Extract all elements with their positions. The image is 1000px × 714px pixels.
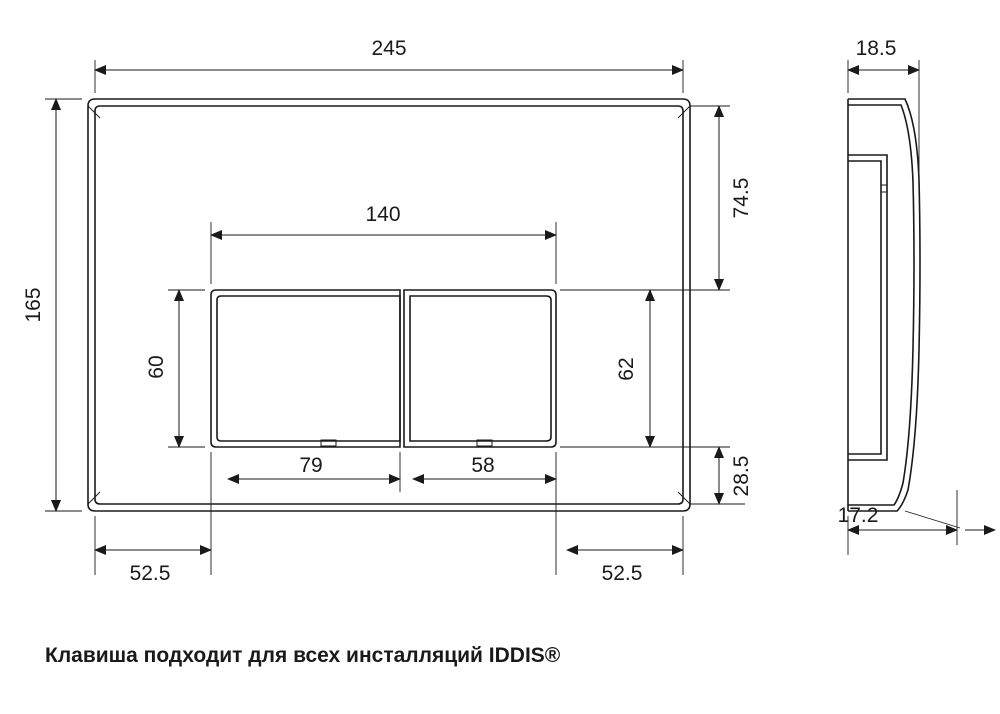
dim-28-5: 28.5 [730, 455, 753, 497]
dimension-lines-front [56, 70, 719, 550]
dim-52-5-left: 52.5 [129, 562, 171, 585]
caption-text: Клавиша подходит для всех инсталляций IDDIS® [45, 644, 561, 667]
dim-60: 60 [145, 355, 168, 379]
dim-245: 245 [371, 37, 407, 60]
dim-17-2: 17.2 [837, 504, 879, 527]
flush-button-large [211, 290, 400, 447]
dim-18-5: 18.5 [855, 37, 897, 60]
dim-74-5: 74.5 [730, 177, 753, 219]
flush-button-small [404, 290, 556, 447]
dim-165: 165 [22, 287, 45, 323]
dim-140: 140 [365, 203, 401, 226]
dim-79: 79 [299, 454, 323, 477]
dim-62: 62 [615, 357, 638, 381]
dim-58: 58 [471, 454, 495, 477]
side-view-profile [848, 99, 920, 511]
dimension-lines-side [848, 70, 995, 530]
dim-52-5-right: 52.5 [601, 562, 643, 585]
front-view-plate [88, 99, 690, 511]
extension-lines-front [45, 60, 745, 575]
